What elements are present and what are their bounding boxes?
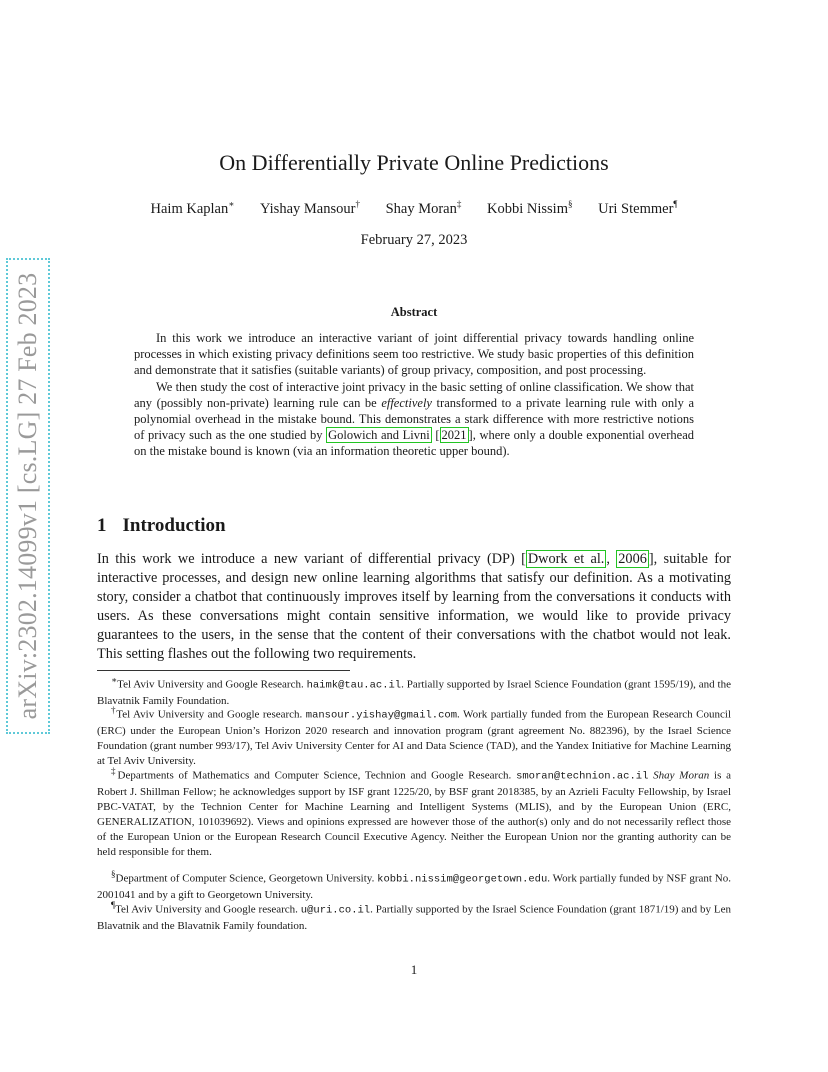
section-heading: 1 Introduction: [97, 515, 226, 536]
intro-paragraph: In this work we introduce a new variant of differential privacy (DP) [ Dwork et al. , 2006 ], suitable for interactive processes, and design new online learning algorithms that satisfy our definition. As a motivating story, consider a chatbot that continuously improves itself by learning from the conversations it conducts with users. As these conversations might contain sensitive information, we would like to provide privacy guarantees to the users, in the sense that the content of their conversations with the chatbot would not leak. This setting flashes out the following two requirements.: [97, 551, 731, 662]
email-address: smoran@technion.ac.il: [516, 770, 649, 783]
email-address: haimk@tau.ac.il: [306, 679, 402, 692]
publication-date: February 27, 2023: [360, 232, 468, 248]
footnote: §Department of Computer Science, Georgetown University. kobbi.nissim@georgetown.edu. Work partially funded by NSF grant No. 2001041 and by a gift to Georgetown University.: [97, 869, 731, 901]
footnote: ¶Tel Aviv University and Google research. u@uri.co.il. Partially supported by the Israel Science Foundation (grant 1871/19) and by Len Blavatnik and the Blavatnik Family foundation.: [97, 900, 731, 932]
footnote: ∗Tel Aviv University and Google Research. haimk@tau.ac.il. Partially supported by Israel Science Foundation (grant 1595/19), and the Blavatnik Family Foundation.: [97, 675, 731, 707]
page-number: 1: [410, 962, 418, 977]
email-address: mansour.yishay@gmail.com: [305, 709, 458, 722]
author-list: [0, 199, 828, 218]
arxiv-identifier-stamp: [6, 258, 50, 734]
citation-link[interactable]: Golowich and Livni: [328, 428, 430, 443]
citation-link[interactable]: Dwork et al.: [527, 551, 605, 567]
author: Kobbi Nissim§: [487, 199, 573, 217]
citation-year-link[interactable]: 2006: [618, 551, 647, 567]
footnote: ‡Departments of Mathematics and Computer Science, Technion and Google Research. smoran@technion.ac.il Shay Moran is a Robert J. Shillman Fellow; he acknowledges support by ISF grant 1225/20, by BSF grant 2018385, by an Azrieli Faculty Fellowship, by Israel PBC-VATAT, by the Technion Center for Machine Learning and Intelligent Systems (MLIS), and by the European Union (ERC, GENERALIZATION, 101039692). Views and opinions expressed are however those of the author(s) only and do not necessarily reflect those of the European Union or the European Research Council Executive Agency. Neither the European Union nor the granting authority can be held responsible for them.: [97, 766, 731, 858]
author: Uri Stemmer¶: [598, 199, 678, 217]
citation-year-link[interactable]: 2021: [441, 428, 467, 443]
paper-title: On Differentially Private Online Predictions: [219, 150, 609, 175]
email-address: kobbi.nissim@georgetown.edu: [377, 873, 548, 886]
author: Shay Moran‡: [385, 199, 462, 217]
abstract-paragraph: We then study the cost of interactive joint privacy in the basic setting of online classification. We show that any (possibly non-private) learning rule can be effectively transformed to a private learning rule with only a polynomial overhead in the mistake bound. This demonstrates a stark difference with more restrictive notions of privacy such as the one studied by Golowich and Livni [ 2021 ], where only a double exponential overhead on the mistake bound is known (via an information theoretic upper bound).: [134, 379, 694, 459]
footnote: †Tel Aviv University and Google research. mansour.yishay@gmail.com. Work partially funded from the European Research Council (ERC) under the European Union’s Horizon 2020 research and innovation program (grant agreement No. 882396), by the Israel Science Foundation (grant number 993/17), Tel Aviv University Center for AI and Data Science (TAD), and the Yandex Initiative for Machine Learning at Tel Aviv University.: [97, 705, 731, 767]
author: Haim Kaplan∗: [150, 199, 235, 217]
abstract-paragraph: In this work we introduce an interactive variant of joint differential privacy towards handling online processes in which existing privacy definitions seem too restrictive. We study basic properties of this definition and demonstrate that it satisfies (suitable variants) of group privacy, composition, and post processing.: [134, 331, 694, 378]
arxiv-identifier-text: arXiv:2302.14099v1 [cs.LG] 27 Feb 2023: [13, 272, 42, 720]
abstract-body: [134, 330, 694, 460]
author: Yishay Mansour†: [259, 199, 360, 217]
email-address: u@uri.co.il: [300, 904, 371, 917]
abstract-heading: Abstract: [390, 305, 438, 319]
footnote-divider: [97, 670, 350, 671]
